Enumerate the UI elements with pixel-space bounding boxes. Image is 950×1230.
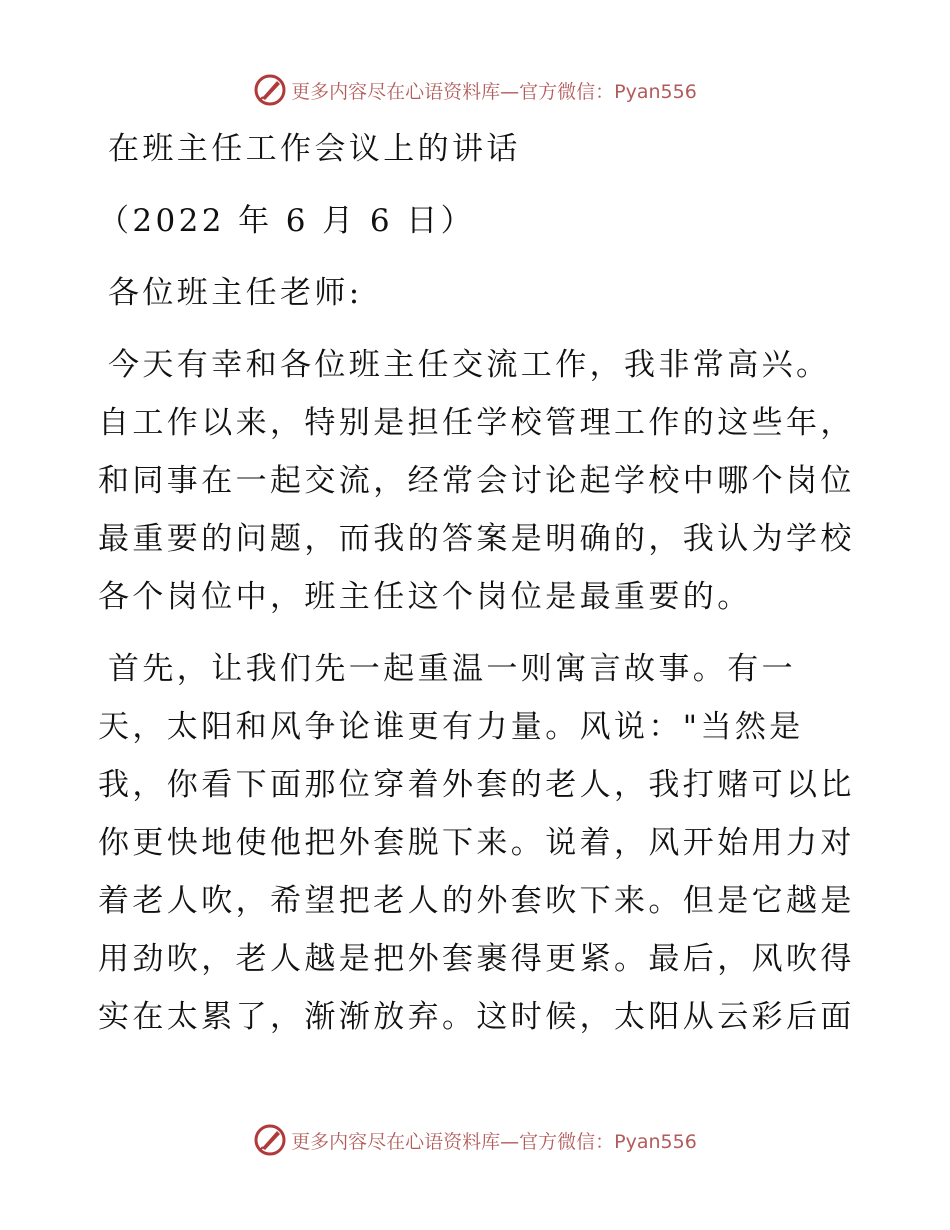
text-line: 用劲吹，老人越是把外套裹得更紧。最后，风吹得 (98, 941, 855, 977)
text-line: 最重要的问题，而我的答案是明确的，我认为学校 (98, 521, 855, 557)
text-line: 各个岗位中，班主任这个岗位是最重要的。 (98, 579, 752, 615)
salutation: 各位班主任老师: (108, 275, 363, 311)
document-body (98, 120, 858, 1046)
paragraph-1 (98, 336, 858, 626)
header-watermark (0, 70, 950, 110)
quill-logo-icon (253, 73, 287, 107)
quill-logo-icon (253, 1123, 287, 1157)
text-line: 自工作以来，特别是担任学校管理工作的这些年， (98, 405, 855, 441)
document-title: 在班主任工作会议上的讲话 (108, 131, 521, 167)
text-line: 我，你看下面那位穿着外套的老人，我打赌可以比 (98, 767, 855, 803)
footer-watermark (0, 1120, 950, 1160)
text-line: 天，太阳和风争论谁更有力量。风说："当然是 (98, 709, 804, 745)
text-line: 和同事在一起交流，经常会讨论起学校中哪个岗位 (98, 463, 855, 499)
watermark-text: 更多内容尽在心语资料库—官方微信：Pyan556 (291, 1130, 697, 1153)
text-line: 首先，让我们先一起重温一则寓言故事。有一 (108, 651, 796, 687)
text-line: 今天有幸和各位班主任交流工作，我非常高兴。 (108, 347, 831, 383)
document-date: （2022 年 6 月 6 日） (98, 203, 476, 239)
text-line: 实在太累了，渐渐放弃。这时候，太阳从云彩后面 (98, 999, 855, 1035)
text-line: 你更快地使他把外套脱下来。说着，风开始用力对 (98, 825, 855, 861)
watermark-text: 更多内容尽在心语资料库—官方微信：Pyan556 (291, 80, 697, 103)
text-line: 着老人吹，希望把老人的外套吹下来。但是它越是 (98, 883, 855, 919)
paragraph-2 (98, 640, 858, 1046)
